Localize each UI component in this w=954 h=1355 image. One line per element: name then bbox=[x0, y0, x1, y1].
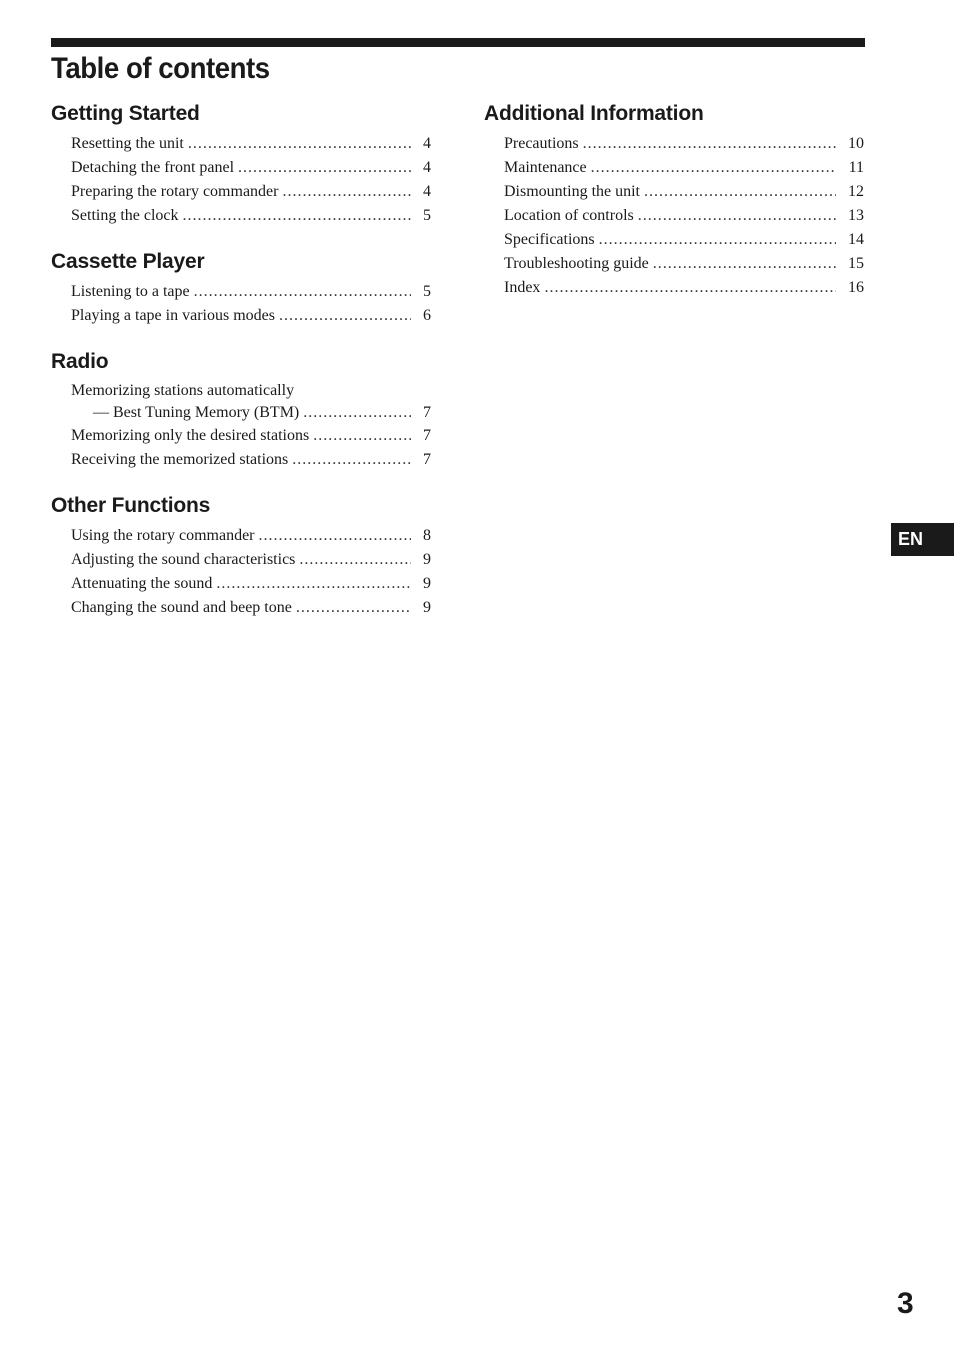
toc-entry[interactable] bbox=[71, 548, 431, 572]
toc-entry[interactable] bbox=[71, 448, 431, 472]
section-heading: Additional Information bbox=[484, 102, 704, 125]
entry-title: Adjusting the sound characteristics bbox=[71, 551, 296, 568]
entry-page: 11 bbox=[848, 159, 864, 176]
entry-title: Precautions bbox=[504, 135, 579, 152]
page-title: Table of contents bbox=[51, 52, 270, 85]
dot-leader bbox=[194, 280, 411, 304]
toc-entry[interactable] bbox=[504, 180, 864, 204]
entry-title: Dismounting the unit bbox=[504, 183, 640, 200]
toc-entry[interactable] bbox=[504, 156, 864, 180]
entry-page: 4 bbox=[423, 183, 431, 200]
toc-entry[interactable] bbox=[71, 180, 431, 204]
page-number: 3 bbox=[897, 1287, 914, 1320]
toc-entry[interactable] bbox=[71, 524, 431, 548]
entry-title: Using the rotary commander bbox=[71, 527, 255, 544]
toc-entry[interactable] bbox=[504, 204, 864, 228]
dot-leader bbox=[259, 524, 412, 548]
section-cassette-player bbox=[51, 248, 431, 328]
section-heading: Radio bbox=[51, 350, 109, 373]
section-heading: Other Functions bbox=[51, 494, 211, 517]
entry-title: Resetting the unit bbox=[71, 135, 184, 152]
dot-leader bbox=[303, 402, 411, 424]
dot-leader bbox=[544, 276, 836, 300]
entry-title: Troubleshooting guide bbox=[504, 255, 649, 272]
section-getting-started bbox=[51, 100, 431, 228]
entry-page: 4 bbox=[423, 159, 431, 176]
toc-entry[interactable] bbox=[71, 304, 431, 328]
entry-page: 7 bbox=[423, 451, 431, 468]
toc-entry[interactable] bbox=[504, 132, 864, 156]
toc-right-column bbox=[484, 100, 864, 320]
dot-leader bbox=[299, 548, 411, 572]
entry-subtitle: — Best Tuning Memory (BTM) bbox=[93, 404, 300, 421]
entry-page: 16 bbox=[848, 279, 864, 296]
entry-title: Setting the clock bbox=[71, 207, 179, 224]
entry-page: 9 bbox=[423, 575, 431, 592]
toc-entry[interactable] bbox=[71, 132, 431, 156]
toc-entry[interactable] bbox=[71, 572, 431, 596]
toc-entry[interactable] bbox=[504, 252, 864, 276]
dot-leader bbox=[313, 424, 411, 448]
entry-page: 5 bbox=[423, 207, 431, 224]
entry-page: 13 bbox=[848, 207, 864, 224]
dot-leader bbox=[282, 180, 411, 204]
section-heading: Cassette Player bbox=[51, 250, 205, 273]
dot-leader bbox=[591, 156, 836, 180]
dot-leader bbox=[183, 204, 411, 228]
entry-title: Memorizing only the desired stations bbox=[71, 427, 310, 444]
entry-page: 9 bbox=[423, 551, 431, 568]
entry-title: Receiving the memorized stations bbox=[71, 451, 289, 468]
entry-title: Playing a tape in various modes bbox=[71, 307, 275, 324]
entry-page: 8 bbox=[423, 527, 431, 544]
entry-page: 9 bbox=[423, 599, 431, 616]
dot-leader bbox=[188, 132, 411, 156]
dot-leader bbox=[599, 228, 836, 252]
toc-entry[interactable] bbox=[504, 276, 864, 300]
entry-title: Detaching the front panel bbox=[71, 159, 235, 176]
dot-leader bbox=[638, 204, 836, 228]
entry-title: Index bbox=[504, 279, 541, 296]
entry-title: Maintenance bbox=[504, 159, 587, 176]
entry-title: Preparing the rotary commander bbox=[71, 183, 279, 200]
entry-title: Changing the sound and beep tone bbox=[71, 599, 292, 616]
toc-entry[interactable] bbox=[71, 280, 431, 304]
section-radio bbox=[51, 348, 431, 472]
dot-leader bbox=[216, 572, 411, 596]
entry-page: 5 bbox=[423, 283, 431, 300]
toc-entry[interactable] bbox=[71, 156, 431, 180]
dot-leader bbox=[653, 252, 836, 276]
entry-page: 7 bbox=[423, 404, 431, 421]
dot-leader bbox=[644, 180, 836, 204]
entry-page: 15 bbox=[848, 255, 864, 272]
toc-left-column bbox=[51, 100, 431, 640]
entry-page: 14 bbox=[848, 231, 864, 248]
section-additional-information bbox=[484, 100, 864, 300]
entry-title: Listening to a tape bbox=[71, 283, 190, 300]
toc-entry-title-line[interactable]: Memorizing stations automatically bbox=[71, 382, 295, 399]
section-heading: Getting Started bbox=[51, 102, 200, 125]
entry-page: 6 bbox=[423, 307, 431, 324]
entry-page: 10 bbox=[848, 135, 864, 152]
dot-leader bbox=[292, 448, 411, 472]
entry-page: 12 bbox=[848, 183, 864, 200]
entry-title: Attenuating the sound bbox=[71, 575, 213, 592]
entry-page: 4 bbox=[423, 135, 431, 152]
toc-entry[interactable] bbox=[504, 228, 864, 252]
toc-entry[interactable] bbox=[71, 596, 431, 620]
language-tab: EN bbox=[891, 523, 954, 556]
dot-leader bbox=[296, 596, 411, 620]
dot-leader bbox=[238, 156, 411, 180]
dot-leader bbox=[279, 304, 411, 328]
entry-title: Location of controls bbox=[504, 207, 634, 224]
entry-title: Specifications bbox=[504, 231, 595, 248]
entry-page: 7 bbox=[423, 427, 431, 444]
section-other-functions bbox=[51, 492, 431, 620]
toc-entry[interactable] bbox=[71, 204, 431, 228]
toc-entry[interactable] bbox=[71, 402, 431, 424]
top-rule bbox=[51, 38, 865, 47]
dot-leader bbox=[583, 132, 836, 156]
toc-entry[interactable] bbox=[71, 424, 431, 448]
